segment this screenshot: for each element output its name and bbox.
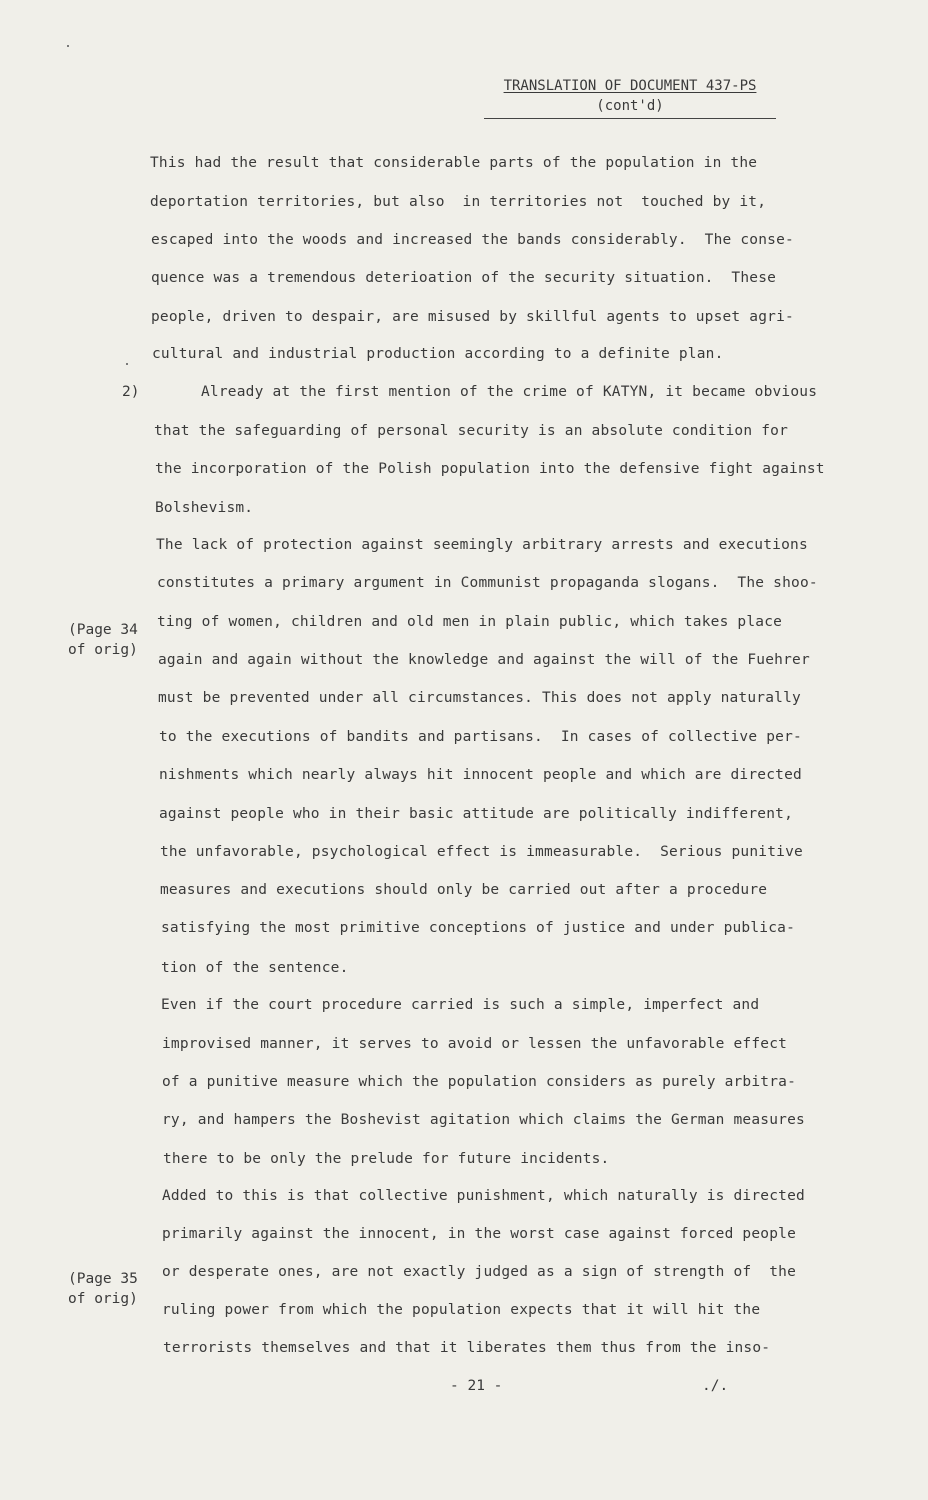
- body-line: terrorists themselves and that it liberates them thus from the inso-: [163, 1340, 771, 1356]
- speck: [126, 363, 128, 365]
- margin-note-page-35: (Page 35 of orig): [68, 1271, 138, 1307]
- body-line: must be prevented under all circumstances. This does not apply naturally: [158, 690, 801, 706]
- continuation-mark: ./.: [702, 1378, 729, 1394]
- body-line: there to be only the prelude for future incidents.: [163, 1151, 610, 1167]
- body-line: constitutes a primary argument in Communist propaganda slogans. The shoo-: [157, 575, 818, 591]
- body-line: the incorporation of the Polish population into the defensive fight against: [155, 461, 825, 477]
- body-line: Bolshevism.: [155, 500, 254, 516]
- body-line: The lack of protection against seemingly arbitrary arrests and executions: [156, 537, 808, 553]
- body-line: Added to this is that collective punishment, which naturally is directed: [162, 1188, 805, 1204]
- body-line: primarily against the innocent, in the worst case against forced people: [162, 1226, 797, 1242]
- body-line: deportation territories, but also in territories not touched by it,: [150, 194, 767, 210]
- body-line: to the executions of bandits and partisans. In cases of collective per-: [159, 729, 802, 745]
- body-line: ruling power from which the population expects that it will hit the: [162, 1302, 761, 1318]
- body-line: This had the result that considerable parts of the population in the: [150, 155, 758, 171]
- body-line: Already at the first mention of the crime of KATYN, it became obvious: [201, 384, 818, 400]
- header-subtitle: (cont'd): [484, 96, 776, 119]
- body-line: against people who in their basic attitude are politically indifferent,: [159, 806, 794, 822]
- paragraph-number: 2): [122, 384, 140, 400]
- page-number: - 21 -: [450, 1378, 503, 1394]
- body-line: or desperate ones, are not exactly judged as a sign of strength of the: [162, 1264, 797, 1280]
- body-line: measures and executions should only be carried out after a procedure: [160, 882, 768, 898]
- body-line: improvised manner, it serves to avoid or lessen the unfavorable effect: [162, 1036, 788, 1052]
- header-title: TRANSLATION OF DOCUMENT 437-PS: [503, 78, 757, 94]
- body-line: ting of women, children and old men in plain public, which takes place: [157, 614, 783, 630]
- body-line: nishments which nearly always hit innocent people and which are directed: [159, 767, 802, 783]
- body-line: again and again without the knowledge and against the will of the Fuehrer: [158, 652, 810, 668]
- body-line: satisfying the most primitive conceptions of justice and under publica-: [161, 920, 796, 936]
- body-line: that the safeguarding of personal security is an absolute condition for: [154, 423, 789, 439]
- body-line: the unfavorable, psychological effect is immeasurable. Serious punitive: [160, 844, 803, 860]
- body-line: quence was a tremendous deterioation of the security situation. These: [151, 270, 777, 286]
- body-line: tion of the sentence.: [161, 960, 349, 976]
- body-line: ry, and hampers the Boshevist agitation which claims the German measures: [162, 1112, 805, 1128]
- body-line: cultural and industrial production according to a definite plan.: [152, 346, 724, 362]
- body-line: escaped into the woods and increased the bands considerably. The conse-: [151, 232, 794, 248]
- speck: [67, 45, 69, 47]
- document-header: [484, 76, 776, 119]
- body-line: people, driven to despair, are misused by skillful agents to upset agri-: [151, 309, 794, 325]
- body-line: Even if the court procedure carried is such a simple, imperfect and: [161, 997, 760, 1013]
- margin-note-page-34: (Page 34 of orig): [68, 622, 138, 658]
- body-line: of a punitive measure which the population considers as purely arbitra-: [162, 1074, 797, 1090]
